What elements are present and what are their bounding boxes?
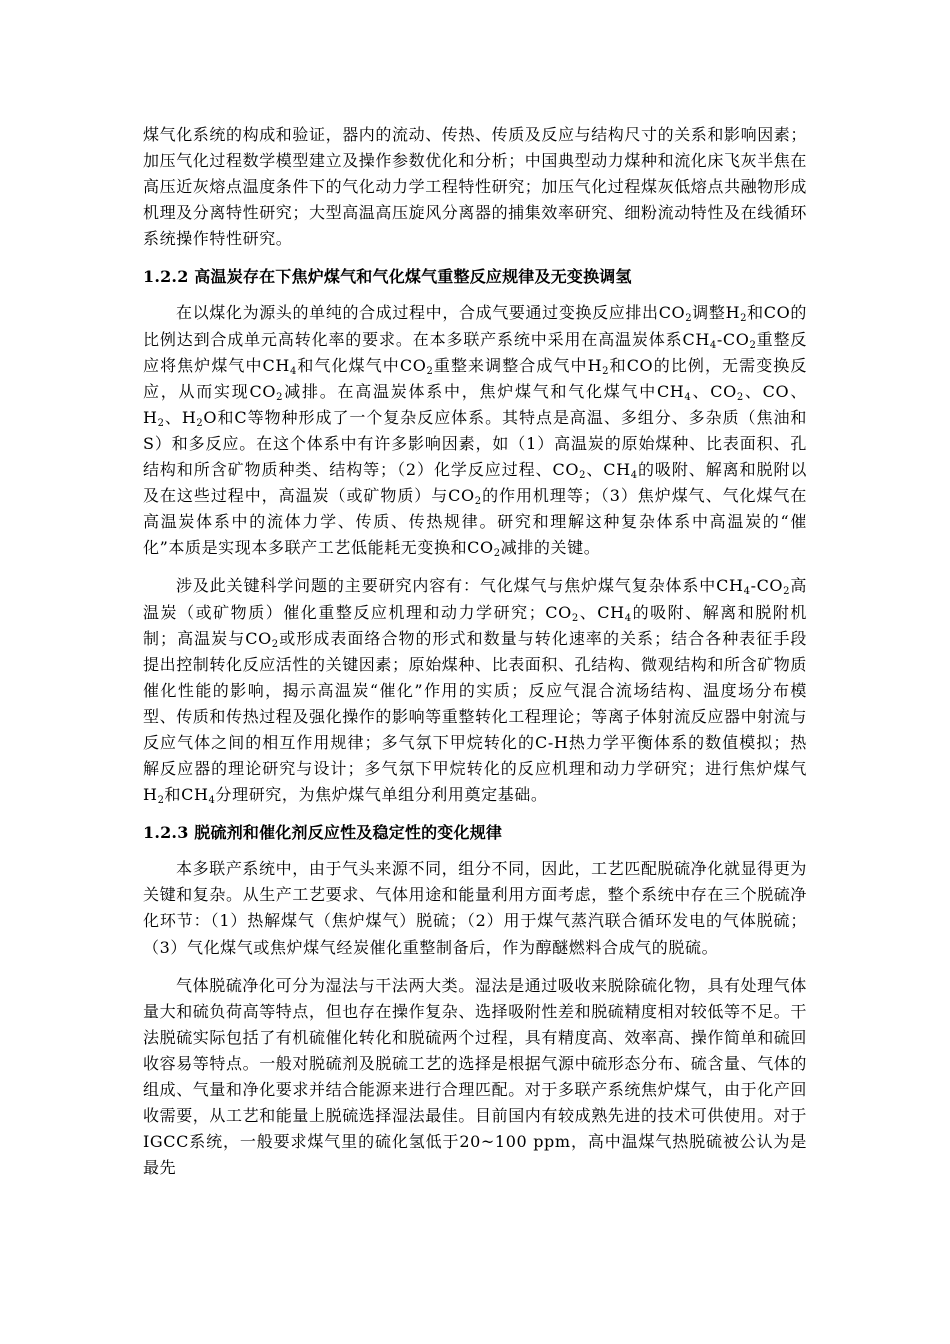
- section-heading-1-2-2: 1.2.2 高温炭存在下焦炉煤气和气化煤气重整反应规律及无变换调氢: [143, 267, 632, 287]
- paragraph-gap: [143, 961, 807, 973]
- paragraph-reforming-intro: 在以煤化为源头的单纯的合成过程中，合成气要通过变换反应排出$CO_2$调整$H_2$和CO的比例达到合成单元高转化率的要求。在本多联产系统中采用在高温炭体系$CH_4-CO_2$重整反应将焦炉煤气中$CH_4$和气化煤气中$CO_2$重整来调整合成气中$H_2$和CO的比例，无需变换反应，从而实现$CO_2$减排。在高温炭体系中，焦炉煤气和气化煤气中$CH_4$、$CO_2$、CO、$H_2$、$H_2O$和C等物种形成了一个复杂反应体系。其特点是高温、多组分、多杂质（焦油和S）和多反应。在这个体系中有许多影响因素，如（1）高温炭的原始煤种、比表面积、孔结构和所含矿物质种类、结构等；（2）化学反应过程、$CO_2$、$CH_4$的吸附、解离和脱附以及在这些过程中，高温炭（或矿物质）与$CO_2$的作用机理等；（3）焦炉煤气、气化煤气在高温炭体系中的流体力学、传质、传热规律。研究和理解这种复杂体系中高温炭的“催化”本质是实现本多联产工艺低能耗无变换和$CO_2$减排的关键。: [143, 303, 808, 560]
- section-heading-1-2-3: 1.2.3 脱硫剂和催化剂反应性及稳定性的变化规律: [143, 823, 503, 843]
- paragraph-desulfurization-intro: 本多联产系统中，由于气头来源不同，组分不同，因此，工艺匹配脱硫净化就显得更为关键和复杂。从生产工艺要求、气体用途和能量利用方面考虑，整个系统中存在三个脱硫净化环节：（1）热解煤气（焦炉煤气）脱硫；（2）用于煤气蒸汽联合循环发电的气体脱硫；（3）气化煤气或焦炉煤气经炭催化重整制备后，作为醇醚燃料合成气的脱硫。: [143, 859, 808, 957]
- paragraph-gap: [143, 561, 807, 573]
- paragraph-reforming-research: 涉及此关键科学问题的主要研究内容有：气化煤气与焦炉煤气复杂体系中$CH_4-CO_2$高温炭（或矿物质）催化重整反应机理和动力学研究；$CO_2$、$CH_4$的吸附、解离和脱附机制；高温炭与$CO_2$或形成表面络合物的形式和数量与转化速率的关系；结合各种表征手段提出控制转化反应活性的关键因素；原始煤种、比表面积、孔结构、微观结构和所含矿物质催化性能的影响，揭示高温炭“催化”作用的实质；反应气混合流场结构、温度场分布模型、传质和传热过程及强化操作的影响等重整转化工程理论；等离子体射流反应器中射流与反应气体之间的相互作用规律；多气氛下甲烷转化的C-H热力学平衡体系的数值模拟；热解反应器的理论研究与设计；多气氛下甲烷转化的反应机理和动力学研究；进行焦炉煤气$H_2$和$CH_4$分理研究，为焦炉煤气单组分利用奠定基础。: [143, 576, 808, 807]
- document-body: [143, 122, 807, 1181]
- paragraph-desulfurization-methods: 气体脱硫净化可分为湿法与干法两大类。湿法是通过吸收来脱除硫化物，具有处理气体量大和硫负荷高等特点，但也存在操作复杂、选择吸附性差和脱硫精度相对较低等不足。干法脱硫实际包括了有机硫催化转化和脱硫两个过程，具有精度高、效率高、操作简单和硫回收容易等特点。一般对脱硫剂及脱硫工艺的选择是根据气源中硫形态分布、硫含量、气体的组成、气量和净化要求并结合能源来进行合理匹配。对于多联产系统焦炉煤气，由于化产回收需要，从工艺和能量上脱硫选择湿法最佳。目前国内有较成熟先进的技术可供使用。对于IGCC系统，一般要求煤气里的硫化氢低于20~100 ppm，高中温煤气热脱硫被公认为是最先: [143, 975, 808, 1178]
- paragraph-gasification-summary: 煤气化系统的构成和验证，器内的流动、传热、传质及反应与结构尺寸的关系和影响因素；加压气化过程数学模型建立及操作参数优化和分析；中国典型动力煤种和流化床飞灰半焦在高压近灰熔点温度条件下的气化动力学工程特性研究；加压气化过程煤灰低熔点共融物形成机理及分离特性研究；大型高温高压旋风分离器的捕集效率研究、细粉流动特性及在线循环系统操作特性研究。: [143, 125, 808, 249]
